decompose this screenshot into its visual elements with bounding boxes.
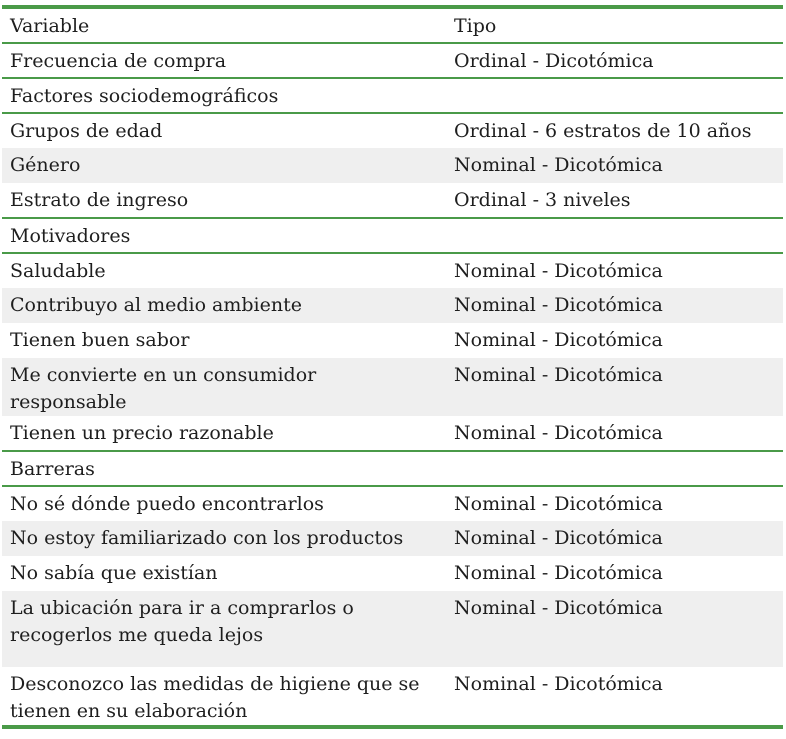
variable-cell: Desconozco las medidas de higiene que se tienen en su elaboración xyxy=(10,673,420,722)
header-variable: Variable xyxy=(10,15,90,37)
tipo-cell: Nominal - Dicotómica xyxy=(446,358,783,416)
table-row xyxy=(2,486,783,521)
variable-cell: No sé dónde puedo encontrarlos xyxy=(10,493,324,515)
table-row xyxy=(2,148,783,183)
section-row xyxy=(2,218,783,253)
table-row xyxy=(2,591,783,667)
variable-cell: No estoy familiarizado con los productos xyxy=(2,521,446,556)
table-row xyxy=(2,416,783,451)
variable-cell: Tienen un precio razonable xyxy=(10,422,274,444)
variable-cell: Frecuencia de compra xyxy=(10,50,227,72)
tipo-cell: Nominal - Dicotómica xyxy=(446,521,783,556)
variable-cell: Saludable xyxy=(10,260,106,282)
variable-cell: Contribuyo al medio ambiente xyxy=(2,288,446,323)
tipo-cell: Ordinal - Dicotómica xyxy=(454,50,654,72)
section-row xyxy=(2,451,783,486)
variable-cell: Me convierte en un consumidor responsable xyxy=(2,358,446,416)
tipo-cell: Ordinal - 6 estratos de 10 años xyxy=(454,120,752,142)
variables-table xyxy=(2,5,783,729)
variable-cell: La ubicación para ir a comprarlos o recogerlos me queda lejos xyxy=(2,591,446,667)
section-title: Factores sociodemográficos xyxy=(10,85,279,107)
section-title: Motivadores xyxy=(10,225,131,247)
table-row xyxy=(2,183,783,218)
tipo-cell: Nominal - Dicotómica xyxy=(454,329,663,351)
table-row xyxy=(2,113,783,148)
tipo-cell: Nominal - Dicotómica xyxy=(454,493,663,515)
table-row xyxy=(2,253,783,288)
tipo-cell: Nominal - Dicotómica xyxy=(454,673,663,695)
variable-cell: No sabía que existían xyxy=(10,562,218,584)
table-row xyxy=(2,43,783,78)
tipo-cell: Nominal - Dicotómica xyxy=(454,260,663,282)
table-row xyxy=(2,667,783,727)
table-row xyxy=(2,288,783,323)
tipo-cell: Nominal - Dicotómica xyxy=(446,148,783,183)
tipo-cell: Nominal - Dicotómica xyxy=(446,288,783,323)
header-tipo: Tipo xyxy=(454,15,497,37)
table-header-row xyxy=(2,7,783,43)
tipo-cell: Nominal - Dicotómica xyxy=(446,591,783,667)
tipo-cell: Nominal - Dicotómica xyxy=(454,562,663,584)
variable-cell: Estrato de ingreso xyxy=(10,189,189,211)
table-row xyxy=(2,556,783,591)
tipo-cell: Ordinal - 3 niveles xyxy=(454,189,631,211)
variable-cell: Grupos de edad xyxy=(10,120,163,142)
tipo-cell: Nominal - Dicotómica xyxy=(454,422,663,444)
table-row xyxy=(2,358,783,416)
section-title: Barreras xyxy=(10,458,95,480)
section-row xyxy=(2,78,783,113)
variable-cell: Tienen buen sabor xyxy=(10,329,190,351)
table-row xyxy=(2,521,783,556)
table-row xyxy=(2,323,783,358)
variable-cell: Género xyxy=(2,148,446,183)
